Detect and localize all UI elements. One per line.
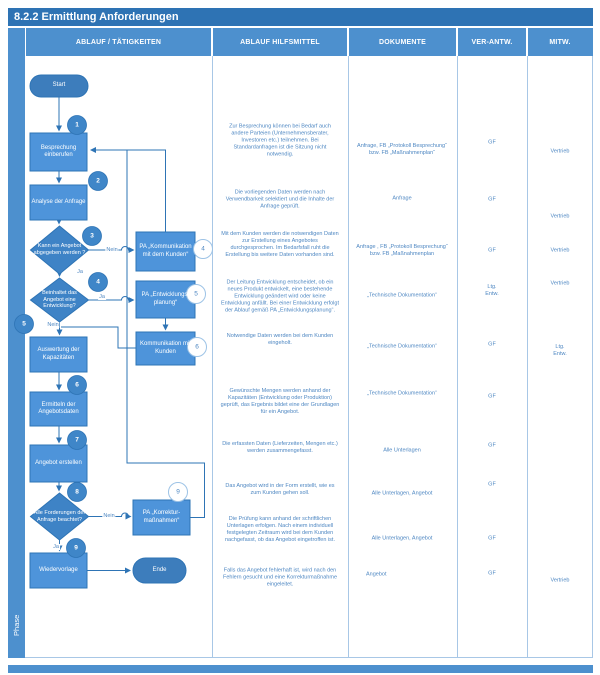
node-pa-dev: PA „Entwicklungs-planung“ [141,292,190,306]
collaboration-entry: Vertrieb [550,577,570,584]
responsible-entry: GF [488,393,496,400]
phase-lane [8,28,25,658]
side-step-number: 6 [195,343,199,351]
node-resubmit: Wiedervorlage [39,566,78,573]
step-number: 1 [75,121,79,129]
responsible-entry: GF [488,535,496,542]
responsible-entry: GF [488,139,496,146]
document-ref: Alle Unterlagen [383,447,421,454]
node-meeting: Besprechung einberufen [40,144,77,158]
side-step-number: 4 [201,245,205,253]
collaboration-entry: Vertrieb [550,247,570,254]
phase-label: Phase [12,614,21,637]
column-divider [348,56,349,658]
responsible-entry: Ltg. Entw. [485,283,499,297]
node-offer: Angebot erstellen [35,459,82,466]
tool-note: Gewünschte Mengen werden anhand der Kapazitäten (Entwicklung oder Produktion) geprüft, das Ergebnis bildet eine der Grundlagen für ein Angebot. [220,387,340,416]
edge-label-yes: Ja [99,294,105,300]
tool-note: Das Angebot wird in der Form erstellt, wie es zum Kunden gehen soll. [225,482,335,496]
node-analysis: Analyse der Anfrage [31,198,86,205]
edge-label-no: Nein [103,513,115,519]
header-separator [456,28,458,56]
document-ref: Angebot [366,571,387,578]
flowchart [22,56,212,658]
side-step-number: 5 [194,290,198,298]
document-ref: Alle Unterlagen, Angebot [371,490,433,497]
node-dec-offer: Kann ein Angebot abgegeben werden ? [33,243,86,256]
page-title: 8.2.2 Ermittlung Anforderungen [14,11,179,23]
collaboration-entry: Vertrieb [550,280,570,287]
node-capacity: Auswertung der Kapazitäten [37,347,80,361]
document-ref: Anfrage [392,195,412,202]
step-number: 8 [75,488,79,496]
node-pa-comm: PA „Kommunikation mit dem Kunden“ [139,244,192,258]
node-comm: Kommunikation mit Kunden [139,341,192,355]
tool-note: Die Prüfung kann anhand der schriftlichen Unterlagen erfolgen. Nach einem individuell festgelegten Zeitraum wird bei dem Kunden nachgefasst, ob das Angebot eingetroffen ist. [225,515,335,544]
responsible-entry: GF [488,247,496,254]
responsible-entry: GF [488,442,496,449]
edge-label-no: Nein [106,247,118,253]
column-divider [527,56,528,658]
node-data: Ermitteln der Angebotsdaten [38,401,79,415]
tool-note: Mit dem Kunden werden die notwendigen Daten zur Erstellung eines Angebotes durchgesprochen. Im Bedarfsfall ruht die Erstellung bis weitere Daten vorhanden sind. [221,230,339,259]
node-dec-check: Alle Forderungen der Anfrage beachtet? [33,509,86,523]
document-ref: Alle Unterlagen, Angebot [371,535,433,542]
step-number: 4 [96,278,100,286]
edge-pa-comm-to-meeting [91,150,166,232]
column-header-collaboration: MITW. [549,38,571,46]
node-dec-dev: Beinhaltet das Angebot eine Entwicklung? [42,290,77,310]
tool-note: Die vorliegenden Daten werden nach Verwendbarkeit selektiert und die Inhalte der Anfrage geprüft. [225,189,335,210]
step-number: 6 [75,381,79,389]
collaboration-entry: Vertrieb [550,213,570,220]
step-number: 7 [75,436,79,444]
responsible-entry: GF [488,196,496,203]
edge-label-yes: Ja [53,544,59,550]
header-separator [347,28,349,56]
responsible-entry: GF [488,570,496,577]
column-header-documents: DOKUMENTE [379,38,426,46]
tool-note: Falls das Angebot fehlerhaft ist, wird nach den Fehlern gesucht und eine Korrekturmaßnahme eingeleitet. [222,567,338,588]
step-number: 3 [90,232,94,240]
column-header-activities: ABLAUF / TÄTIGKEITEN [75,38,162,46]
step-number: 5 [22,320,26,328]
header-separator [526,28,528,56]
tool-note: Der Leitung Entwicklung entscheidet, ob ein neues Produkt entwickelt, eine bestehende Entwicklung geändert wird oder keine Entwicklung anfällt. Bei einer Entwicklung erfolgt der Ablauf gemäß PA „Entwicklungsplanung“. [220,279,339,314]
collaboration-entry: Ltg. Entw. [553,343,567,357]
node-pa-corr: PA „Korrektur-maßnahmen“ [142,510,181,524]
edge-label-no: Nein [47,322,59,328]
document-ref: „Technische Dokumentation“ [367,343,437,350]
node-start: Start [52,82,66,89]
document-ref: „Technische Dokumentation“ [367,292,437,299]
responsible-entry: GF [488,481,496,488]
responsible-entry: GF [488,341,496,348]
step-number: 2 [96,177,100,185]
column-header-tools: ABLAUF HILFSMITTEL [240,38,320,46]
tool-note: Zur Besprechung können bei Bedarf auch andere Parteien (Unternehmensberater, Investoren etc.) teilnehmen. Bei Standardanfragen ist die Sitzung nicht notwendig. [229,123,331,158]
collaboration-entry: Vertrieb [550,148,570,155]
node-end: Ende [152,566,167,573]
step-number: 9 [74,544,78,552]
table-right-border [592,56,593,658]
document-ref: „Technische Dokumentation“ [367,390,437,397]
tool-note: Die erfassten Daten (Lieferzeiten, Mengen etc.) werden zusammengefasst. [222,440,338,454]
header-separator [211,28,213,56]
column-divider [212,56,213,658]
side-step-number: 9 [176,488,180,496]
document-ref: Anfrage, FB „Protokoll Besprechung“ bzw. FB „Maßnahmenplan“ [357,142,447,156]
bottom-bar [8,665,593,673]
document-ref: Anfrage , FB „Protokoll Besprechung“ bzw. FB „Maßnahmenplan [356,243,448,257]
tool-note: Notwendige Daten werden bei dem Kunden eingeholt. [226,332,334,346]
column-header-responsible: VER-ANTW. [471,38,513,46]
edge-label-yes: Ja [77,269,83,275]
